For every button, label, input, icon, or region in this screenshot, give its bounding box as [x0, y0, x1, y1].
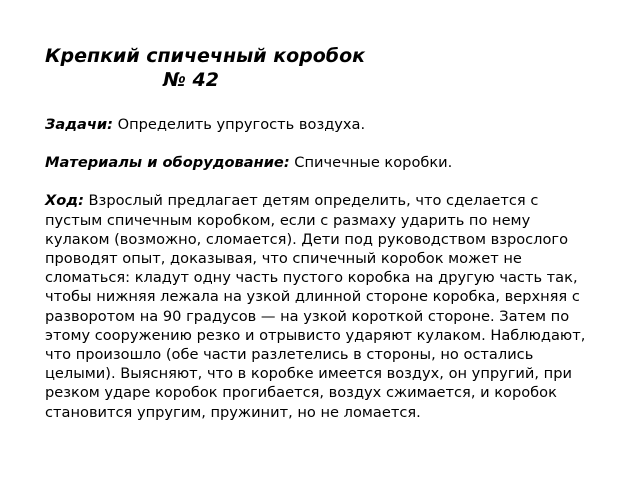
page-title [45, 44, 595, 92]
course-label: Ход: [45, 192, 84, 210]
title-line-2: № 42 [163, 69, 219, 91]
course-paragraph [45, 191, 595, 421]
materials-paragraph [45, 153, 595, 172]
materials-label: Материалы и оборудование: [45, 154, 290, 172]
tasks-paragraph [45, 115, 595, 134]
tasks-text: Определить упругость воздуха. [112, 116, 366, 133]
materials-text: Спичечные коробки. [289, 154, 453, 172]
experiment-card [45, 44, 595, 422]
course-text: Взрослый предлагает детям определить, что сделается с пустым спичечным коробком, если с размаху ударить по нему кулаком (возможно, сломается). Дети под руководством взрослого проводят опыт, доказывая, что спичечный коробок может не сломаться: кладут одну часть пустого коробка на другую часть так, чтобы нижняя лежала на узкой длинной стороне коробка, верхняя с разворотом на 90 градусов — на узкой короткой стороне. Затем по этому сооружению резко и отрывисто ударяют кулаком. Наблюдают, что произошло (обе части разлетелись в стороны, но остались целыми). Выясняют, что в коробке имеется воздух, он упругий, при резком ударе коробок прогибается, воздух сжимается, и коробок становится упругим, пружинит, но не ломается. [45, 192, 586, 421]
tasks-label: Задачи: [45, 116, 113, 133]
title-line-1: Крепкий спичечный коробок [45, 45, 366, 67]
